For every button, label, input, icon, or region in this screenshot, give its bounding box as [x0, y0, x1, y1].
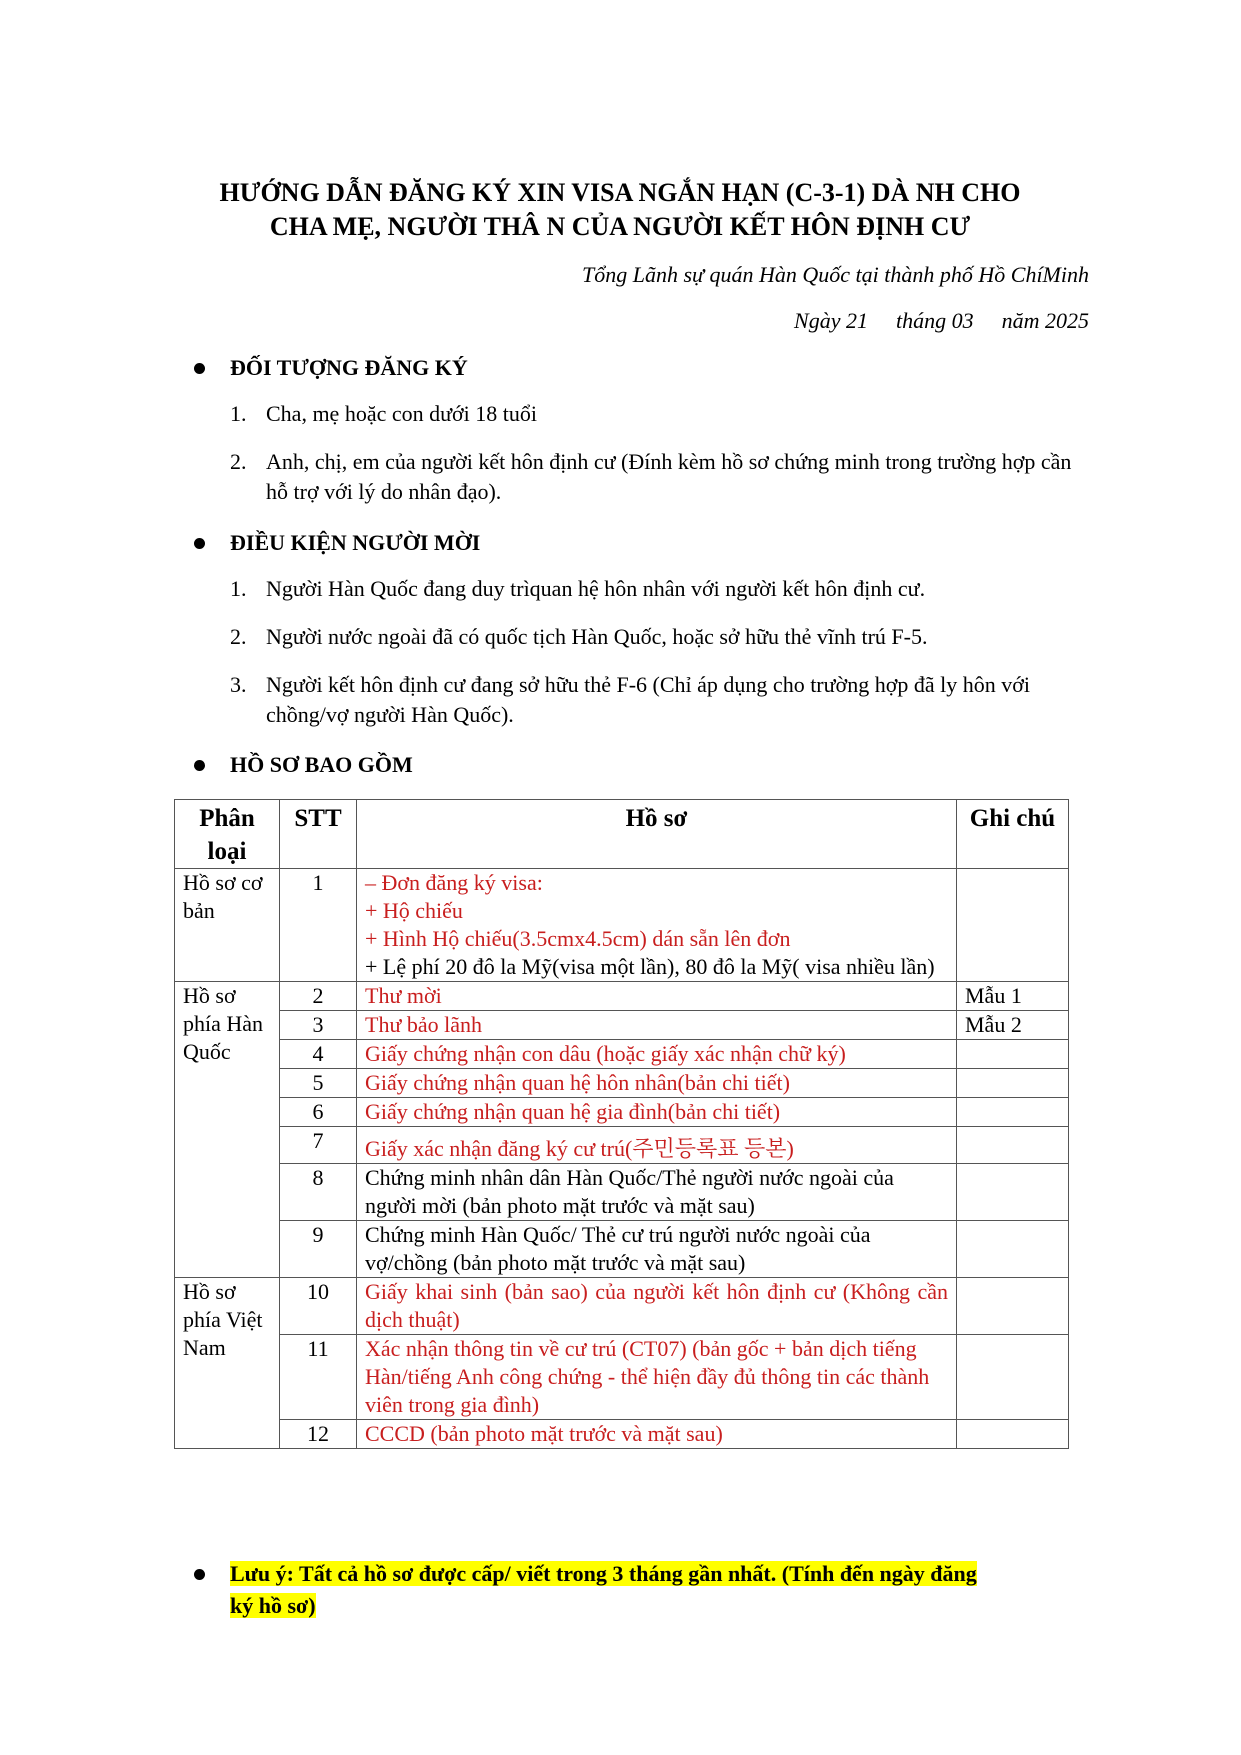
bullet-icon: [194, 363, 205, 374]
row-note: [957, 1335, 1069, 1420]
row-docs: Thư bảo lãnh: [357, 1011, 957, 1040]
list-number: 1.: [230, 401, 247, 426]
header-note: Ghi chú: [957, 800, 1069, 869]
doc-line: + Lệ phí 20 đô la Mỹ(visa một lần), 80 đô la Mỹ( visa nhiều lần): [365, 954, 935, 979]
table-row: [175, 1098, 1069, 1127]
row-note: [957, 1278, 1069, 1335]
row-stt: 12: [280, 1420, 357, 1449]
bullet-icon: [194, 1569, 205, 1580]
table-row: [175, 1164, 1069, 1221]
document-date: [794, 308, 1089, 334]
row-note: [957, 869, 1069, 982]
row-stt: 10: [280, 1278, 357, 1335]
row-docs: Chứng minh Hàn Quốc/ Thẻ cư trú người nước ngoài của vợ/chồng (bản photo mặt trước và mặt sau): [357, 1221, 957, 1278]
table-row: [175, 1011, 1069, 1040]
table-row: [175, 1040, 1069, 1069]
table-row: [175, 1221, 1069, 1278]
row-stt: 1: [280, 869, 357, 982]
note-line-1: Lưu ý: Tất cả hồ sơ được cấp/ viết trong 3 tháng gần nhất. (Tính đến ngày đăng: [230, 1561, 977, 1586]
note-line-2: ký hồ sơ): [230, 1593, 316, 1618]
list-text: Người nước ngoài đã có quốc tịch Hàn Quốc, hoặc sở hữu thẻ vĩnh trú F-5.: [266, 624, 928, 649]
table-row: [175, 1278, 1069, 1335]
section-heading-text: ĐỐI TƯỢNG ĐĂNG KÝ: [230, 355, 468, 380]
section-heading-documents: [196, 752, 413, 778]
documents-table: [174, 799, 1069, 1449]
list-item: [230, 399, 1090, 429]
title-line-2: CHA MẸ, NGƯỜI THÂ N CỦA NGƯỜI KẾT HÔN ĐỊNH CƯ: [269, 212, 971, 241]
table-row: [175, 1069, 1069, 1098]
row-docs: Giấy chứng nhận quan hệ gia đình(bản chi tiết): [357, 1098, 957, 1127]
row-note: Mẫu 1: [957, 982, 1069, 1011]
row-docs: Giấy chứng nhận con dâu (hoặc giấy xác nhận chữ ký): [357, 1040, 957, 1069]
row-note: [957, 1164, 1069, 1221]
section-heading-subjects: [196, 355, 468, 381]
row-stt: 2: [280, 982, 357, 1011]
row-note: [957, 1420, 1069, 1449]
header-category: Phân loại: [175, 800, 280, 869]
row-stt: 6: [280, 1098, 357, 1127]
date-day: Ngày 21: [794, 308, 868, 333]
list-number: 3.: [230, 672, 247, 697]
row-stt: 4: [280, 1040, 357, 1069]
document-title: [140, 176, 1100, 244]
list-item: [230, 574, 1090, 604]
doc-line: + Hình Hộ chiếu(3.5cmx4.5cm) dán sẵn lên đơn: [365, 926, 791, 951]
row-stt: 7: [280, 1127, 357, 1164]
row-docs: Thư mời: [357, 982, 957, 1011]
table-header-row: [175, 800, 1069, 869]
list-item: [230, 447, 1090, 507]
row-docs: Giấy khai sinh (bản sao) của người kết hôn định cư (Không cần dịch thuật): [357, 1278, 957, 1335]
table-row: [175, 1420, 1069, 1449]
section-heading-text: ĐIỀU KIỆN NGƯỜI MỜI: [230, 530, 481, 555]
doc-line: – Đơn đăng ký visa:: [365, 870, 543, 895]
row-note: Mẫu 2: [957, 1011, 1069, 1040]
date-year: năm 2025: [1001, 308, 1089, 333]
table-row: [175, 1335, 1069, 1420]
list-number: 2.: [230, 624, 247, 649]
row-docs: [357, 869, 957, 982]
bullet-icon: [194, 760, 205, 771]
list-text: Anh, chị, em của người kết hôn định cư (Đính kèm hồ sơ chứng minh trong trường hợp cần hỗ trợ với lý do nhân đạo).: [266, 449, 1072, 504]
doc-line: + Hộ chiếu: [365, 898, 463, 923]
row-stt: 9: [280, 1221, 357, 1278]
date-month: tháng 03: [895, 308, 974, 333]
row-docs: Chứng minh nhân dân Hàn Quốc/Thẻ người nước ngoài của người mời (bản photo mặt trước và mặt sau): [357, 1164, 957, 1221]
list-text: Người Hàn Quốc đang duy trìquan hệ hôn nhân với người kết hôn định cư.: [266, 576, 926, 601]
title-line-1: HƯỚNG DẪN ĐĂNG KÝ XIN VISA NGẮN HẠN (C-3-1) DÀ NH CHO: [219, 178, 1021, 207]
issuing-organization: Tổng Lãnh sự quán Hàn Quốc tại thành phố Hồ ChíMinh: [581, 262, 1089, 287]
row-stt: 5: [280, 1069, 357, 1098]
row-stt: 11: [280, 1335, 357, 1420]
bullet-icon: [194, 538, 205, 549]
row-docs: Giấy xác nhận đăng ký cư trú(주민등록표 등본): [357, 1127, 957, 1164]
list-text: Cha, mẹ hoặc con dưới 18 tuổi: [266, 401, 538, 426]
row-note: [957, 1221, 1069, 1278]
category-korea: Hồ sơ phía Hàn Quốc: [175, 982, 280, 1278]
list-item: [230, 622, 1090, 652]
list-number: 1.: [230, 576, 247, 601]
row-note: [957, 1127, 1069, 1164]
section-heading-text: HỒ SƠ BAO GỒM: [230, 752, 413, 777]
category-basic: Hồ sơ cơ bản: [175, 869, 280, 982]
category-vietnam: Hồ sơ phía Việt Nam: [175, 1278, 280, 1449]
row-docs: CCCD (bản photo mặt trước và mặt sau): [357, 1420, 957, 1449]
header-stt: STT: [280, 800, 357, 869]
section-heading-inviter: [196, 530, 480, 556]
important-note: [196, 1558, 1096, 1622]
row-docs: Xác nhận thông tin về cư trú (CT07) (bản gốc + bản dịch tiếng Hàn/tiếng Anh công chứng - thể hiện đầy đủ thông tin các thành viên trong gia đình): [357, 1335, 957, 1420]
row-note: [957, 1098, 1069, 1127]
list-text: Người kết hôn định cư đang sở hữu thẻ F-6 (Chỉ áp dụng cho trường hợp đã ly hôn với chồng/vợ người Hàn Quốc).: [266, 672, 1030, 727]
row-stt: 8: [280, 1164, 357, 1221]
list-number: 2.: [230, 449, 247, 474]
row-docs: Giấy chứng nhận quan hệ hôn nhân(bản chi tiết): [357, 1069, 957, 1098]
row-note: [957, 1069, 1069, 1098]
table-row: [175, 1127, 1069, 1164]
table-row: [175, 869, 1069, 982]
row-stt: 3: [280, 1011, 357, 1040]
row-note: [957, 1040, 1069, 1069]
table-row: [175, 982, 1069, 1011]
list-item: [230, 670, 1090, 730]
header-docs: Hồ sơ: [357, 800, 957, 869]
